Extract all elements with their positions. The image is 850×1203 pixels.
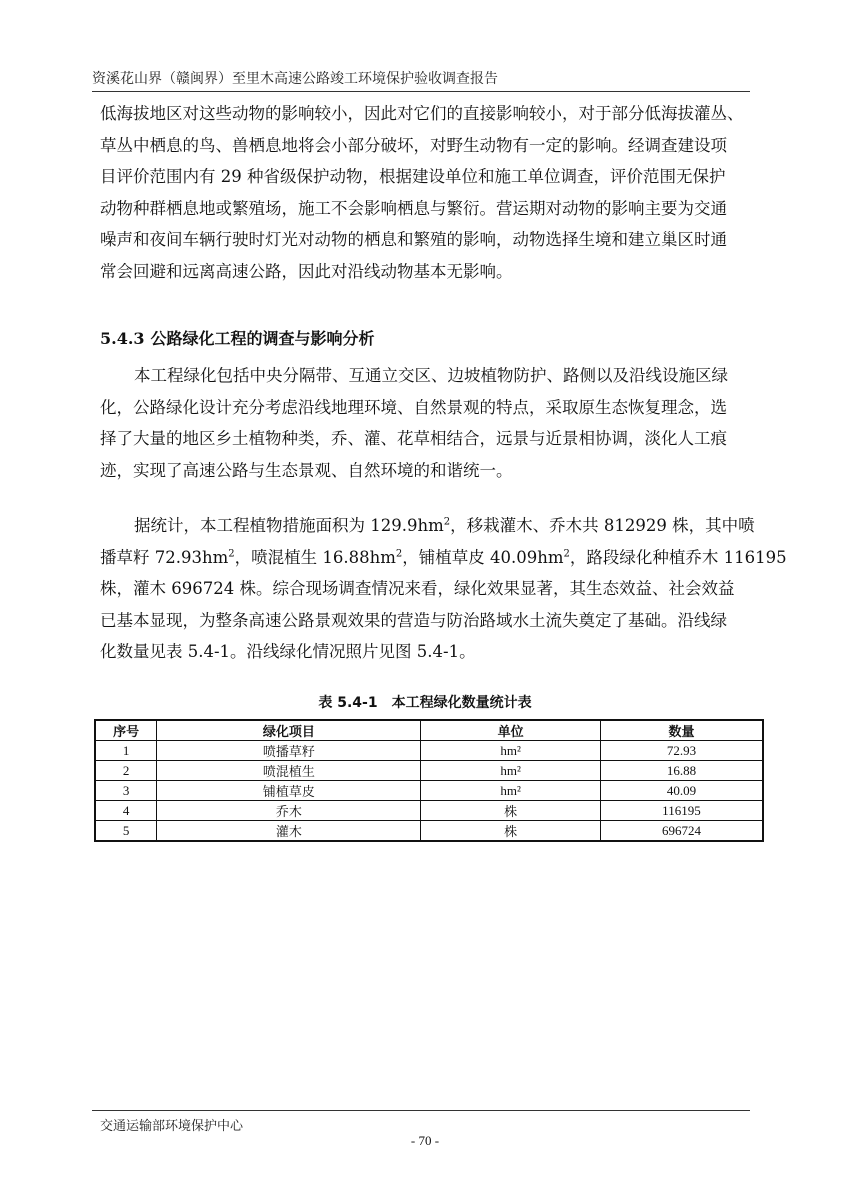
table-header-row — [95, 720, 763, 741]
text-line: 草丛中栖息的鸟、兽栖息地将会小部分破坏，对野生动物有一定的影响。经调查建设项 — [100, 135, 727, 155]
text-line: 本工程绿化包括中央分隔带、互通立交区、边坡植物防护、路侧以及沿线设施区绿 — [134, 366, 728, 385]
text-line: 化数量见表 5.4-1。沿线绿化情况照片见图 5.4-1。 — [100, 642, 476, 661]
text-line: 择了大量的地区乡土植物种类，乔、灌、花草相结合，远景与近景相协调，淡化人工痕 — [100, 429, 727, 448]
paragraph-wildlife-impact — [100, 98, 752, 287]
table-row — [95, 821, 763, 842]
column-header: 序号 — [95, 720, 157, 741]
text-line: 常会回避和远离高速公路，因此对沿线动物基本无影响。 — [100, 261, 513, 281]
table-cell: 116195 — [600, 801, 763, 821]
text-line: 已基本显现，为整条高速公路景观效果的营造与防治路域水土流失奠定了基础。沿线绿 — [100, 610, 727, 630]
table-caption: 表 5.4-1 本工程绿化数量统计表 — [318, 695, 532, 711]
table-cell: hm² — [421, 761, 600, 781]
table-cell: 40.09 — [600, 781, 763, 801]
table-cell: 灌木 — [157, 821, 421, 842]
text-line: 目评价范围内有 29 种省级保护动物，根据建设单位和施工单位调查，评价范围无保护 — [100, 167, 726, 186]
table-cell: 5 — [95, 821, 157, 842]
table-cell: 喷播草籽 — [157, 741, 421, 761]
section-number: 5.4.3 — [100, 329, 145, 348]
table-cell: 喷混植生 — [157, 761, 421, 781]
section-heading — [100, 326, 375, 349]
document-header: 资溪花山界（赣闽界）至里木高速公路竣工环境保护验收调查报告 — [92, 71, 498, 87]
table-row — [95, 761, 763, 781]
text-line: 噪声和夜间车辆行驶时灯光对动物的栖息和繁殖的影响，动物选择生境和建立巢区时通 — [100, 230, 727, 249]
table-cell: 16.88 — [600, 761, 763, 781]
column-header: 单位 — [421, 720, 600, 741]
table-cell: 72.93 — [600, 741, 763, 761]
page-number: - 70 - — [410, 1133, 440, 1148]
column-header: 绿化项目 — [157, 720, 421, 741]
text-line: 低海拔地区对这些动物的影响较小，因此对它们的直接影响较小，对于部分低海拔灌丛、 — [100, 104, 744, 123]
table-cell: 3 — [95, 781, 157, 801]
footer-organization: 交通运输部环境保护中心 — [100, 1119, 244, 1134]
text-line: 化，公路绿化设计充分考虑沿线地理环境、自然景观的特点，采取原生态恢复理念，选 — [100, 397, 727, 417]
footer-divider — [92, 1110, 750, 1111]
text-line: 动物种群栖息地或繁殖场，施工不会影响栖息与繁衍。营运期对动物的影响主要为交通 — [100, 198, 727, 218]
paragraph-greening-statistics — [100, 510, 787, 668]
text-line: 株，灌木 696724 株。综合现场调查情况来看，绿化效果显著，其生态效益、社会效益 — [100, 579, 735, 598]
table-row — [95, 781, 763, 801]
header-divider — [92, 91, 750, 92]
table-cell: hm² — [421, 781, 600, 801]
table-row — [95, 741, 763, 761]
table-cell: 株 — [421, 801, 600, 821]
table-cell: 铺植草皮 — [157, 781, 421, 801]
table-cell: 4 — [95, 801, 157, 821]
table-row — [95, 801, 763, 821]
table-cell: hm² — [421, 741, 600, 761]
table-cell: 1 — [95, 741, 157, 761]
greening-quantity-table — [94, 719, 764, 842]
section-title: 公路绿化工程的调查与影响分析 — [150, 329, 375, 348]
text-line: 据统计，本工程植物措施面积为 $129.9hm^2$，移栽灌木、乔木共 812929 株，其中喷 — [134, 516, 755, 535]
column-header: 数量 — [600, 720, 763, 741]
table-cell: 乔木 — [157, 801, 421, 821]
text-line: 迹，实现了高速公路与生态景观、自然环境的和谐统一。 — [100, 460, 513, 480]
paragraph-greening-overview — [100, 360, 752, 486]
table-cell: 2 — [95, 761, 157, 781]
text-line: 播草籽 $72.93hm^2$，喷混植生 $16.88hm^2$，铺植草皮 $40.09hm^2$，路段绿化种植乔木 116195 — [100, 547, 787, 567]
table-cell: 696724 — [600, 821, 763, 842]
table-cell: 株 — [421, 821, 600, 842]
